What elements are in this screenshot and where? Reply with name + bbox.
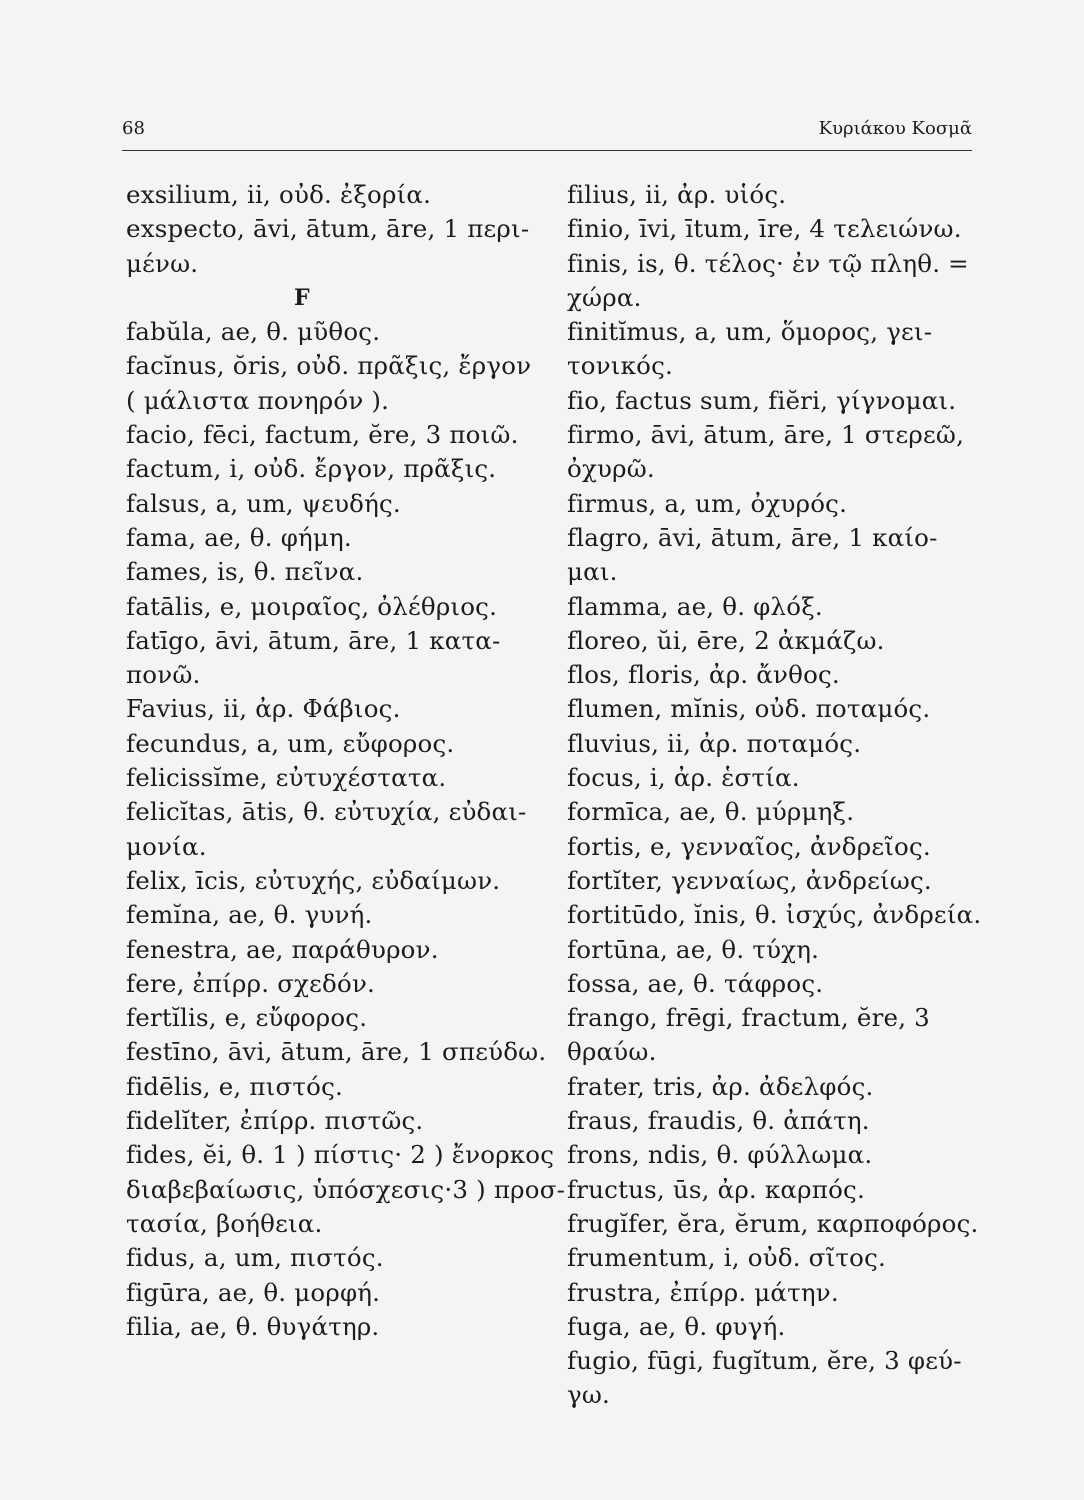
dictionary-line: focus, i, ἀρ. ἑστία. xyxy=(567,763,800,793)
dictionary-line: fides, ĕi, θ. 1 ) πίστις· 2 ) ἔνορκος xyxy=(126,1140,555,1170)
dictionary-line: factum, i, οὐδ. ἔργον, πρᾶξις. xyxy=(126,454,497,484)
dictionary-line: fugio, fūgi, fugĭtum, ĕre, 3 φεύ- xyxy=(567,1346,962,1376)
dictionary-line: fructus, ūs, ἀρ. καρπός. xyxy=(567,1174,865,1204)
dictionary-line: fidus, a, um, πιστός. xyxy=(126,1243,384,1273)
dictionary-line: filius, ii, ἀρ. υἱός. xyxy=(567,180,787,209)
dictionary-line: γω. xyxy=(567,1380,611,1410)
dictionary-line: fortūna, ae, θ. τύχη. xyxy=(567,934,820,964)
dictionary-line: frustra, ἐπίρρ. μάτην. xyxy=(567,1277,839,1307)
dictionary-line: finis, is, θ. τέλος· ἐν τῷ πληθ. = xyxy=(567,248,969,278)
dictionary-line: fuga, ae, θ. φυγή. xyxy=(567,1311,786,1341)
running-head: Κυριάκου Κοσμᾶ xyxy=(818,118,972,139)
dictionary-line: felicissĭme, εὐτυχέστατα. xyxy=(126,763,447,793)
dictionary-line: falsus, a, um, ψευδής. xyxy=(126,488,401,518)
header-rule xyxy=(122,150,972,151)
dictionary-line: fidēlis, e, πιστός. xyxy=(126,1071,344,1101)
dictionary-line: fecundus, a, um, εὔφορος. xyxy=(126,728,455,758)
dictionary-line: fatīgo, āvi, ātum, āre, 1 κατα- xyxy=(126,625,501,655)
dictionary-line: fenestra, ae, παράθυρον. xyxy=(126,934,439,964)
dictionary-line: flumen, mĭnis, οὐδ. ποταμός. xyxy=(567,694,931,724)
dictionary-line: figūra, ae, θ. μορφή. xyxy=(126,1277,381,1307)
dictionary-line: floreo, ŭi, ēre, 2 ἀκμάζω. xyxy=(567,625,885,655)
dictionary-line: frugĭfer, ĕra, ĕrum, καρποφόρος. xyxy=(567,1208,979,1238)
dictionary-line: μαι. xyxy=(567,557,618,587)
dictionary-line: θραύω. xyxy=(567,1037,657,1067)
dictionary-line: finitĭmus, a, um, ὅμορος, γει- xyxy=(567,317,933,347)
dictionary-line: filia, ae, θ. θυγάτηρ. xyxy=(126,1311,380,1341)
dictionary-line: frons, ndis, θ. φύλλωμα. xyxy=(567,1140,873,1170)
dictionary-line: fatālis, e, μοιραῖος, ὀλέθριος. xyxy=(126,591,498,621)
dictionary-line: facio, fēci, factum, ĕre, 3 ποιῶ. xyxy=(126,420,519,450)
dictionary-line: exspecto, āvi, ātum, āre, 1 περι- xyxy=(126,214,530,244)
page-header xyxy=(122,114,972,144)
section-letter: F xyxy=(294,284,310,311)
dictionary-line: felicĭtas, ātis, θ. εὐτυχία, εὐδαι- xyxy=(126,797,527,827)
dictionary-line: finio, īvi, ītum, īre, 4 τελειώνω. xyxy=(567,214,962,244)
dictionary-line: facĭnus, ŏris, οὐδ. πρᾶξις, ἔργον xyxy=(126,351,532,381)
dictionary-line: χώρα. xyxy=(567,282,642,312)
dictionary-line: fama, ae, θ. φήμη. xyxy=(126,522,352,552)
dictionary-line: ( μάλιστα πονηρόν ). xyxy=(126,385,390,415)
dictionary-line: fidelĭter, ἐπίρρ. πιστῶς. xyxy=(126,1106,424,1136)
dictionary-line: τασία, βοήθεια. xyxy=(126,1208,323,1238)
dictionary-line: fortis, e, γενναῖος, ἀνδρεῖος. xyxy=(567,831,931,861)
right-column xyxy=(567,178,987,1413)
dictionary-line: ὀχυρῶ. xyxy=(567,454,655,484)
dictionary-line: firmus, a, um, ὀχυρός. xyxy=(567,488,848,518)
dictionary-line: fames, is, θ. πεῖνα. xyxy=(126,557,364,587)
dictionary-line: μονία. xyxy=(126,831,207,861)
dictionary-line: fio, factus sum, fiĕri, γίγνομαι. xyxy=(567,385,957,415)
dictionary-line: fluvius, ii, ἀρ. ποταμός. xyxy=(567,728,862,758)
dictionary-line: fabŭla, ae, θ. μῦθος. xyxy=(126,317,381,347)
dictionary-line: frater, tris, ἀρ. ἀδελφός. xyxy=(567,1071,874,1101)
dictionary-line: felix, īcis, εὐτυχής, εὐδαίμων. xyxy=(126,865,501,895)
dictionary-line: formīca, ae, θ. μύρμηξ. xyxy=(567,797,855,827)
dictionary-line: πονῶ. xyxy=(126,660,201,690)
dictionary-line: fortĭter, γενναίως, ἀνδρείως. xyxy=(567,865,932,895)
dictionary-line: fortitūdo, ĭnis, θ. ἰσχύς, ἀνδρεία. xyxy=(567,900,982,930)
dictionary-line: Favius, ii, ἀρ. Φάβιος. xyxy=(126,694,401,724)
dictionary-line: flos, floris, ἀρ. ἄνθος. xyxy=(567,660,840,690)
dictionary-line: μένω. xyxy=(126,248,199,278)
dictionary-line: fertĭlis, e, εὔφορος. xyxy=(126,1003,368,1033)
dictionary-line: exsilium, ii, οὐδ. ἐξορία. xyxy=(126,180,432,209)
dictionary-line: fraus, fraudis, θ. ἀπάτη. xyxy=(567,1106,870,1136)
dictionary-line: διαβεβαίωσις, ὑπόσχεσις·3 ) προσ- xyxy=(126,1174,566,1204)
dictionary-line: festīno, āvi, ātum, āre, 1 σπεύδω. xyxy=(126,1037,547,1067)
dictionary-line: firmo, āvi, ātum, āre, 1 στερεῶ, xyxy=(567,420,965,450)
left-column xyxy=(126,178,566,1344)
dictionary-line: fere, ἐπίρρ. σχεδόν. xyxy=(126,968,376,998)
dictionary-line: flamma, ae, θ. φλόξ. xyxy=(567,591,823,621)
dictionary-line: flagro, āvi, ātum, āre, 1 καίο- xyxy=(567,522,938,552)
dictionary-line: femĭna, ae, θ. γυνή. xyxy=(126,900,373,930)
dictionary-line: frango, frēgi, fractum, ĕre, 3 xyxy=(567,1003,930,1033)
page-number: 68 xyxy=(122,118,145,139)
dictionary-line: τονικός. xyxy=(567,351,673,381)
dictionary-line: frumentum, i, οὐδ. σῖτος. xyxy=(567,1243,887,1273)
dictionary-line: fossa, ae, θ. τάφρος. xyxy=(567,968,824,998)
